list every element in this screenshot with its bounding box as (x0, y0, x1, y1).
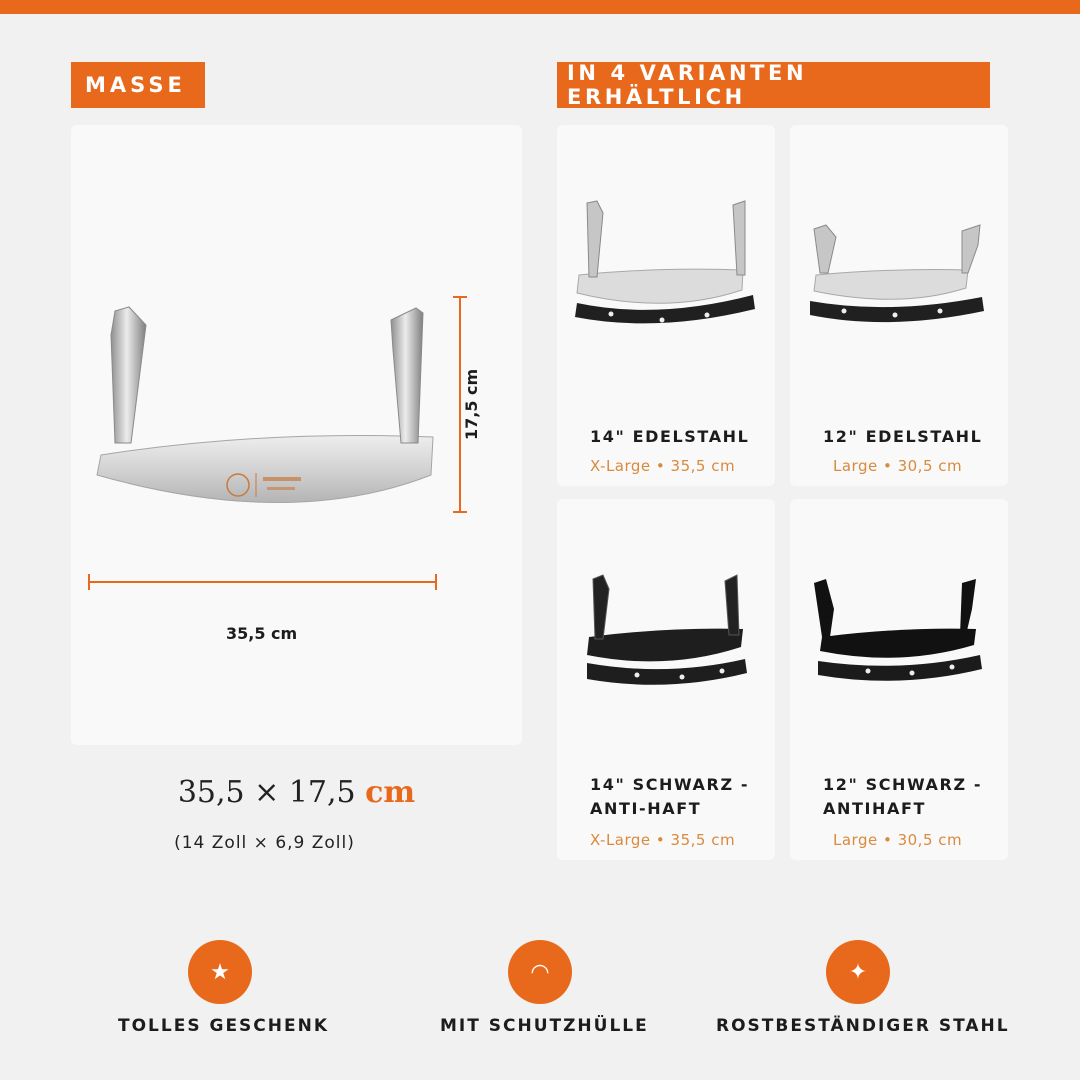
height-dimension-cap-bottom (453, 511, 467, 513)
size-headline (71, 775, 522, 810)
width-dimension-cap-right (435, 574, 437, 590)
variant-card[interactable] (790, 125, 1008, 486)
top-accent-bar (0, 0, 1080, 14)
width-dimension-line (89, 581, 437, 583)
height-dimension-label: 17,5 cm (462, 368, 481, 440)
masse-heading: MASSE (71, 62, 205, 108)
feature-label: TOLLES GESCHENK (118, 1016, 330, 1036)
height-dimension-line (459, 297, 461, 513)
variant-subtitle: Large • 30,5 cm (833, 831, 963, 849)
variant-card[interactable] (790, 499, 1008, 860)
variant-title-line2: ANTI-HAFT (590, 799, 702, 818)
size-unit: cm (365, 775, 416, 810)
variant-title: 12" EDELSTAHL (823, 427, 983, 446)
width-dimension-label: 35,5 cm (226, 624, 298, 643)
variant-title: 14" SCHWARZ - (590, 775, 750, 794)
size-numbers: 35,5 × 17,5 (177, 775, 366, 810)
variant-title: 12" SCHWARZ - (823, 775, 983, 794)
variant-subtitle: X-Large • 35,5 cm (590, 457, 736, 475)
sparkle-icon: ✦ (826, 940, 890, 1004)
variant-card[interactable] (557, 125, 775, 486)
size-inches: (14 Zoll × 6,9 Zoll) (174, 833, 355, 853)
main-product-card (71, 125, 522, 745)
height-dimension-cap-top (453, 296, 467, 298)
mezzaluna-knife-image (71, 125, 522, 745)
feature-gift (118, 940, 330, 1036)
star-icon: ★ (188, 940, 252, 1004)
variant-title: 14" EDELSTAHL (590, 427, 750, 446)
feature-steel (716, 940, 1010, 1036)
variant-subtitle: Large • 30,5 cm (833, 457, 963, 475)
feature-sheath (440, 940, 649, 1036)
arc-icon: ◠ (508, 940, 572, 1004)
variant-subtitle: X-Large • 35,5 cm (590, 831, 736, 849)
feature-label: ROSTBESTÄNDIGER STAHL (716, 1016, 1010, 1036)
variants-heading: IN 4 VARIANTEN ERHÄLTLICH (557, 62, 990, 108)
feature-label: MIT SCHUTZHÜLLE (440, 1016, 649, 1036)
variant-title-line2: ANTIHAFT (823, 799, 927, 818)
variant-card[interactable] (557, 499, 775, 860)
width-dimension-cap-left (88, 574, 90, 590)
